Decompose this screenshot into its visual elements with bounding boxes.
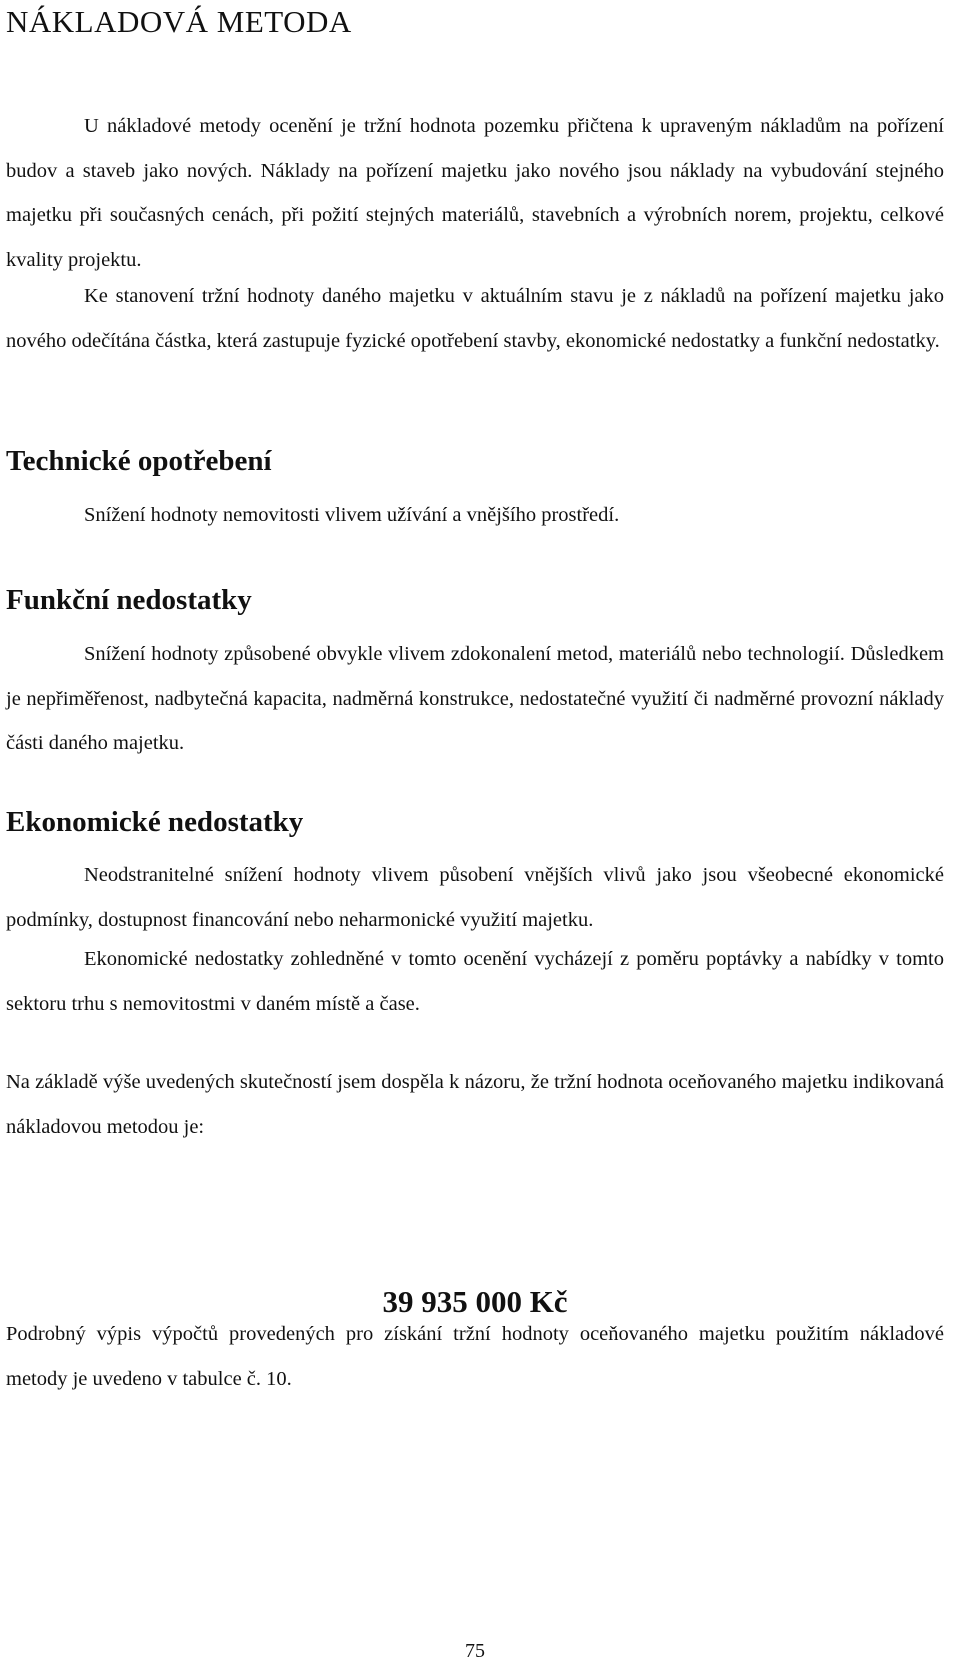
economic-deficiencies-text-2: Ekonomické nedostatky zohledněné v tomto ocenění vycházejí z poměru poptávky a nabídky v tomto sektoru trhu s nemovitostmi v daném místě a čase.	[6, 948, 944, 1015]
heading-functional-deficiencies: Funkční nedostatky	[6, 584, 252, 616]
technical-wear-text: Snížení hodnoty nemovitosti vlivem užívání a vnějšího prostředí.	[84, 504, 620, 526]
footer-note: Podrobný výpis výpočtů provedených pro získání tržní hodnoty oceňovaného majetku použitím nákladové metody je uvedeno v tabulce č. 10.	[6, 1323, 944, 1390]
intro-paragraph-1: U nákladové metody ocenění je tržní hodnota pozemku přičtena k upraveným nákladům na pořízení budov a staveb jako nových. Náklady na pořízení majetku jako nového jsou náklady na vybudování stejného majetku při současných cenách, při požití stejných materiálů, stavebních a výrobních norem, projektu, celkové kvality projektu.	[6, 115, 944, 271]
market-value-amount: 39 935 000 Kč	[382, 1284, 568, 1319]
intro-paragraph-2: Ke stanovení tržní hodnoty daného majetku v aktuálním stavu je z nákladů na pořízení majetku jako nového odečítána částka, která zastupuje fyzické opotřebení stavby, ekonomické nedostatky a funkční nedostatky.	[6, 285, 944, 352]
functional-deficiencies-text: Snížení hodnoty způsobené obvykle vlivem zdokonalení metod, materiálů nebo technologií. Důsledkem je nepřiměřenost, nadbytečná kapacita, nadměrná konstrukce, nedostatečné využití či nadměrné provozní náklady části daného majetku.	[6, 643, 944, 754]
page-number: 75	[465, 1640, 485, 1662]
conclusion-paragraph: Na základě výše uvedených skutečností jsem dospěla k názoru, že tržní hodnota oceňovaného majetku indikovaná nákladovou metodou je:	[6, 1071, 944, 1138]
economic-deficiencies-text-1: Neodstranitelné snížení hodnoty vlivem působení vnějších vlivů jako jsou všeobecné ekonomické podmínky, dostupnost financování nebo neharmonické využití majetku.	[6, 864, 944, 931]
heading-technical-wear: Technické opotřebení	[6, 445, 272, 477]
page-title: NÁKLADOVÁ METODA	[6, 4, 352, 39]
heading-economic-deficiencies: Ekonomické nedostatky	[6, 806, 304, 838]
